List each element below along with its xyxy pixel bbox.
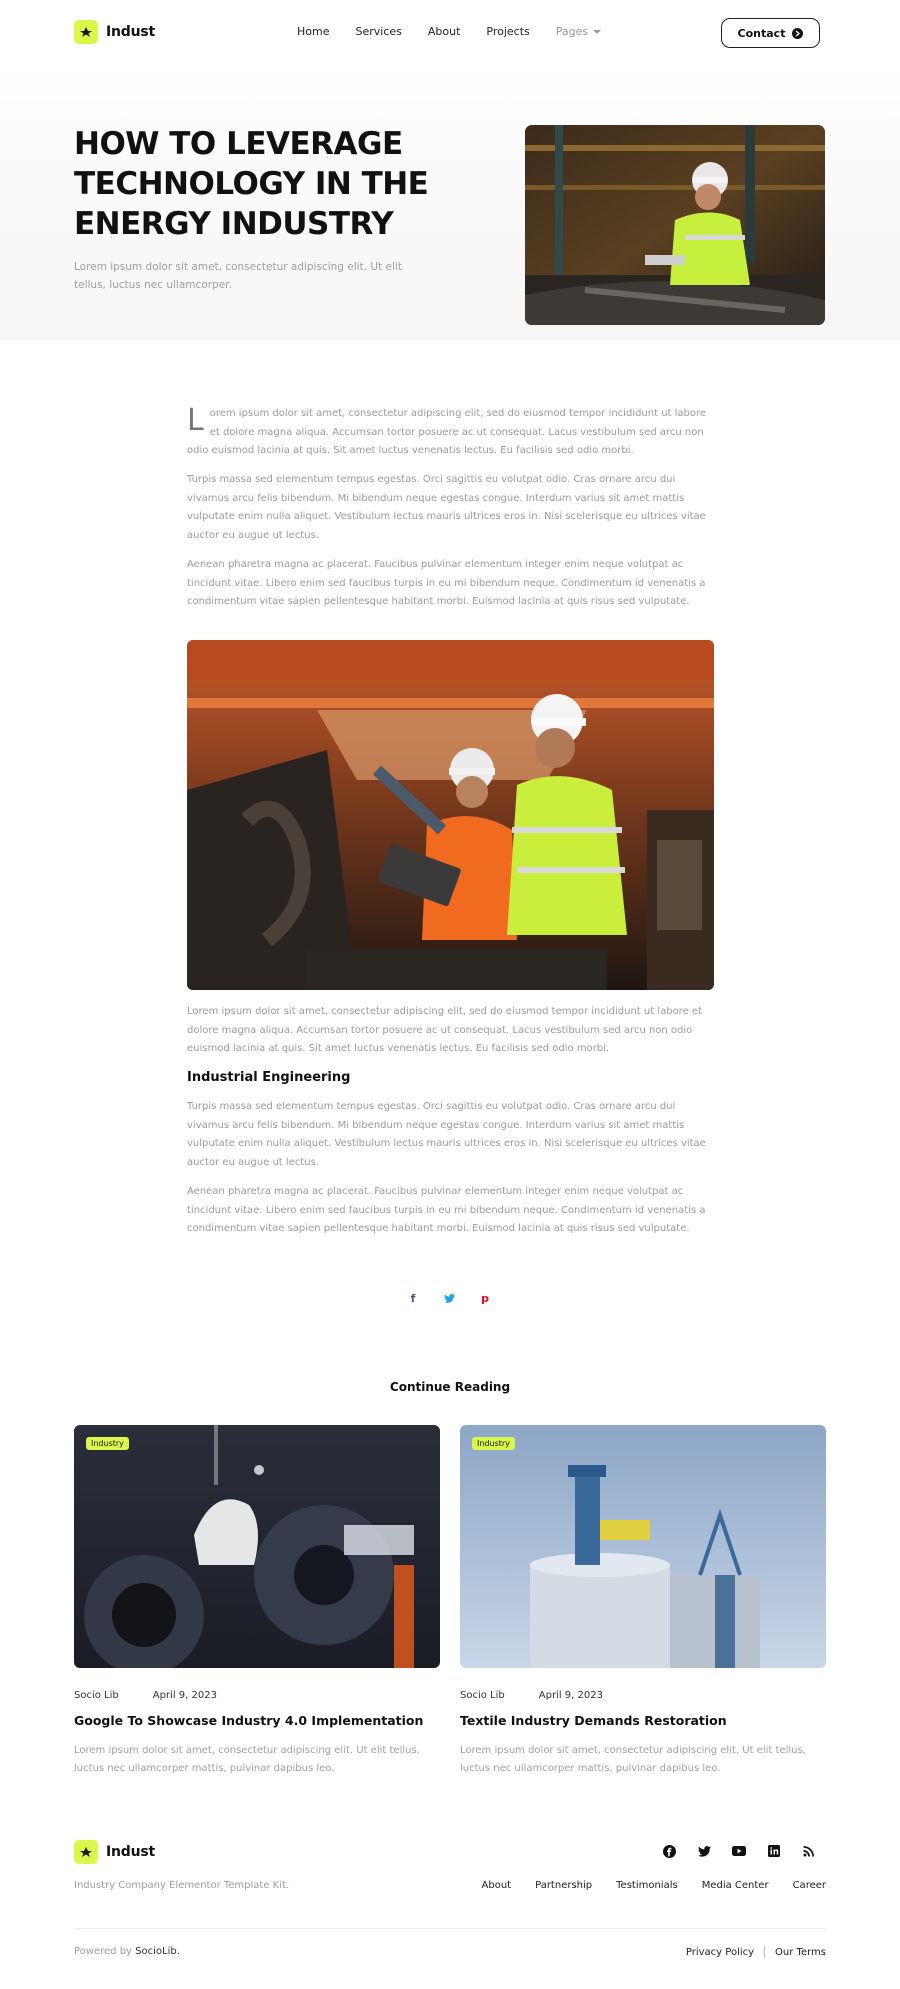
twitter-icon[interactable] [697, 1844, 711, 1858]
footer-link-media-center[interactable]: Media Center [701, 1880, 769, 1891]
card-title[interactable]: Google To Showcase Industry 4.0 Implementation [74, 1713, 424, 1728]
category-tag[interactable]: Industry [472, 1437, 515, 1450]
article-text-3: Aenean pharetra magna ac placerat. Faucibus pulvinar elementum integer enim neque volutpat ac tincidunt vitae. Libero enim sed faucibus turpis in eu mi bibendum neque. Condimentum id venenatis a condimentum vitae sapien pellentesque habitant morbi. Euismod lacinia at quis risus sed vulputate. [187, 559, 706, 607]
article-paragraph-2 [187, 471, 713, 545]
footer-link-career[interactable]: Career [792, 1880, 826, 1891]
logo-text: Indust [106, 24, 155, 40]
article-paragraph-1 [187, 405, 713, 461]
legal-links [686, 1946, 826, 1958]
nav-item-home[interactable]: Home [297, 25, 330, 38]
share-buttons [405, 1290, 513, 1306]
pinterest-icon[interactable]: p [481, 1291, 489, 1305]
powered-by [74, 1946, 180, 1957]
article-text-1: orem ipsum dolor sit amet, consectetur adipiscing elit, sed do eiusmod tempor incididunt ut labore et dolore magna aliqua. Accumsan tortor posuere ac ut consequat. Lacus vestibulum sed arcu non odio euismod lacinia at quis. Sit amet luctus venenatis lectus. Eu facilisis sed odio morbi. [187, 408, 707, 456]
footer-logo[interactable] [74, 1840, 155, 1864]
hero-image [525, 125, 825, 325]
terms-link[interactable]: Our Terms [775, 1946, 826, 1958]
footer-link-about[interactable]: About [481, 1880, 512, 1891]
card-image[interactable] [74, 1425, 440, 1668]
card-image[interactable] [460, 1425, 826, 1668]
footer-link-partnership[interactable]: Partnership [535, 1880, 593, 1891]
article-text-4: Lorem ipsum dolor sit amet, consectetur adipiscing elit, sed do eiusmod tempor incididunt ut labore et dolore magna aliqua. Accumsan tortor posuere ac ut consequat. Lacus vestibulum sed arcu non odio euismod lacinia at quis. Sit amet luctus venenatis lectus. Eu facilisis sed odio morbi. [187, 1006, 702, 1054]
card-meta [460, 1690, 826, 1701]
footer-link-testimonials[interactable]: Testimonials [616, 1880, 678, 1891]
article-text-6: Aenean pharetra magna ac placerat. Faucibus pulvinar elementum integer enim neque volutpat ac tincidunt vitae. Libero enim sed faucibus turpis in eu mi bibendum neque. Condimentum id venenatis a condimentum vitae sapien pellentesque habitant morbi. Euismod lacinia at quis risus sed vulputate. [187, 1186, 706, 1234]
social-icons [662, 1844, 837, 1858]
article-heading-block [187, 1070, 713, 1085]
article-paragraph-4 [187, 1003, 713, 1059]
logo-icon [74, 1840, 98, 1864]
drop-cap: L [187, 403, 204, 438]
continue-reading-title: Continue Reading [389, 1380, 511, 1394]
card-meta [74, 1690, 440, 1701]
nav-item-about[interactable]: About [427, 25, 461, 38]
category-tag[interactable]: Industry [86, 1437, 129, 1450]
contact-button[interactable] [721, 18, 820, 48]
card-title[interactable]: Textile Industry Demands Restoration [460, 1713, 727, 1728]
card-author: Socio Lib [74, 1690, 119, 1701]
twitter-icon[interactable] [441, 1290, 457, 1306]
nav-item-services[interactable]: Services [355, 25, 402, 38]
card-excerpt: Lorem ipsum dolor sit amet, consectetur adipiscing elit. Ut elit tellus, luctus nec ullamcorper mattis, pulvinar dapibus leo. [74, 1745, 420, 1774]
main-nav [297, 25, 627, 38]
contact-button-label: Contact [737, 26, 786, 40]
logo[interactable] [74, 20, 155, 44]
article-paragraph-3 [187, 556, 713, 612]
page-title: HOW TO LEVERAGE TECHNOLOGY IN THE ENERGY INDUSTRY [74, 126, 429, 242]
facebook-icon[interactable] [662, 1844, 676, 1858]
nav-item-projects[interactable]: Projects [486, 25, 530, 38]
facebook-icon[interactable]: f [410, 1291, 416, 1305]
privacy-policy-link[interactable]: Privacy Policy [685, 1946, 755, 1958]
article-text-5: Turpis massa sed elementum tempus egestas. Orci sagittis eu volutpat odio. Cras ornare arcu dui vivamus arcu felis bibendum. Mi bibendum neque egestas congue. Interdum varius sit amet mattis vulputate enim nulla aliquet. Vestibulum lectus mauris ultrices eros in. Nisi scelerisque eu ultrices vitae auctor eu augue ut lectus. [187, 1101, 706, 1168]
card-date: April 9, 2023 [152, 1690, 217, 1701]
article-card[interactable] [74, 1425, 440, 1778]
article-text-2: Turpis massa sed elementum tempus egestas. Orci sagittis eu volutpat odio. Cras ornare arcu dui vivamus arcu felis bibendum. Mi bibendum neque egestas congue. Interdum varius sit amet mattis vulputate enim nulla aliquet. Vestibulum lectus mauris ultrices eros in. Nisi scelerisque eu ultrices vitae auctor eu augue ut lectus. [187, 474, 706, 541]
arrow-right-icon [792, 28, 803, 39]
site-header [0, 0, 900, 66]
article-paragraph-6 [187, 1183, 713, 1239]
youtube-icon[interactable] [732, 1844, 746, 1858]
powered-prefix: Powered by [74, 1946, 132, 1957]
nav-pages-label: Pages [555, 25, 589, 38]
footer-divider [74, 1928, 826, 1929]
article-image [187, 640, 714, 990]
footer-logo-text: Indust [106, 1844, 155, 1860]
article-paragraph-5 [187, 1098, 713, 1172]
article-card[interactable] [460, 1425, 826, 1778]
card-date: April 9, 2023 [538, 1690, 603, 1701]
footer-description: Industry Company Elementor Template Kit. [74, 1880, 290, 1891]
card-excerpt: Lorem ipsum dolor sit amet, consectetur adipiscing elit. Ut elit tellus, luctus nec ullamcorper mattis, pulvinar dapibus leo. [460, 1745, 806, 1774]
rss-icon[interactable] [802, 1844, 816, 1858]
powered-brand-link[interactable]: SocioLib. [135, 1946, 180, 1957]
hero-subtitle: Lorem ipsum dolor sit amet, consectetur adipiscing elit. Ut elit tellus, luctus nec ullamcorper. [74, 261, 402, 291]
article-subheading: Industrial Engineering [187, 1070, 351, 1085]
card-author: Socio Lib [460, 1690, 505, 1701]
linkedin-icon[interactable] [767, 1844, 781, 1858]
legal-separator [764, 1946, 765, 1958]
chevron-down-icon [593, 30, 601, 34]
footer-links [458, 1880, 826, 1891]
nav-item-pages[interactable] [556, 25, 601, 38]
logo-icon [74, 20, 98, 44]
